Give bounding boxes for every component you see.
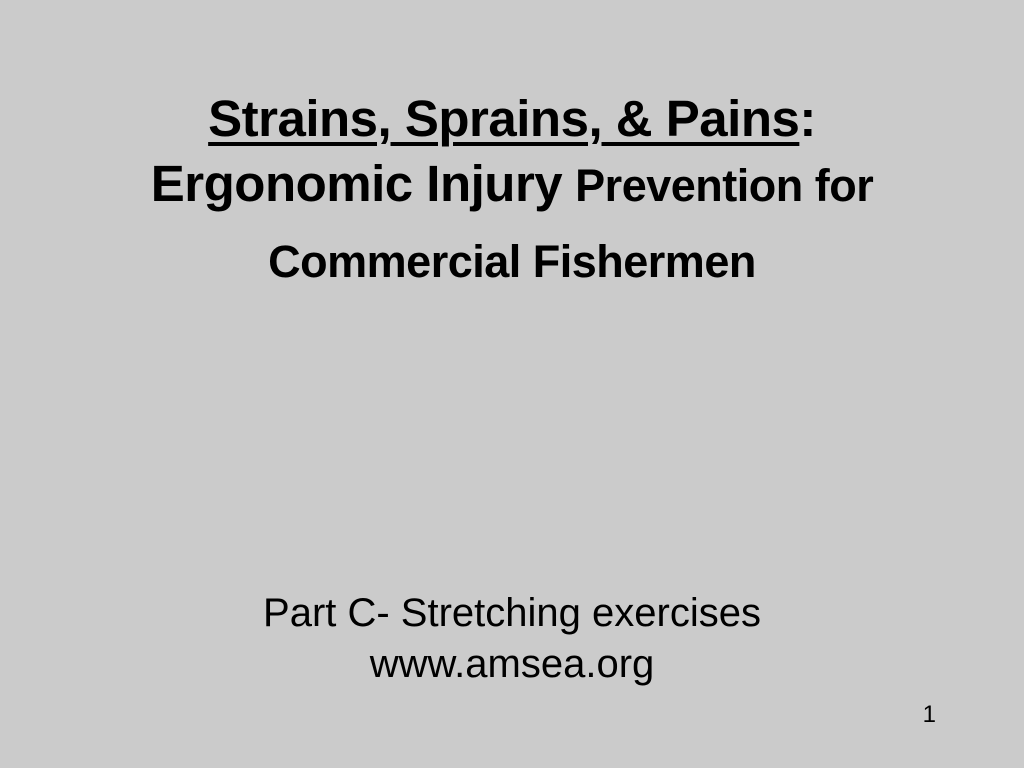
- slide-title-colon: :: [799, 90, 816, 147]
- slide-title-emphasis-text: Ergonomic Injury: [150, 155, 563, 212]
- slide-title-line2: [30, 151, 994, 229]
- slide-title: [30, 86, 994, 294]
- slide-title-line3: Commercial Fishermen: [268, 236, 756, 287]
- slide-title-line1: [30, 86, 994, 151]
- slide-subtitle: [0, 588, 1024, 690]
- subtitle-text: Part C- Stretching exercises: [263, 591, 761, 635]
- slide-title-rest-text: Prevention for: [575, 160, 874, 211]
- slide-title-underlined-text: Strains, Sprains, & Pains: [208, 90, 800, 147]
- slide-number: 1: [922, 701, 936, 728]
- subtitle-url: www.amsea.org: [369, 642, 655, 686]
